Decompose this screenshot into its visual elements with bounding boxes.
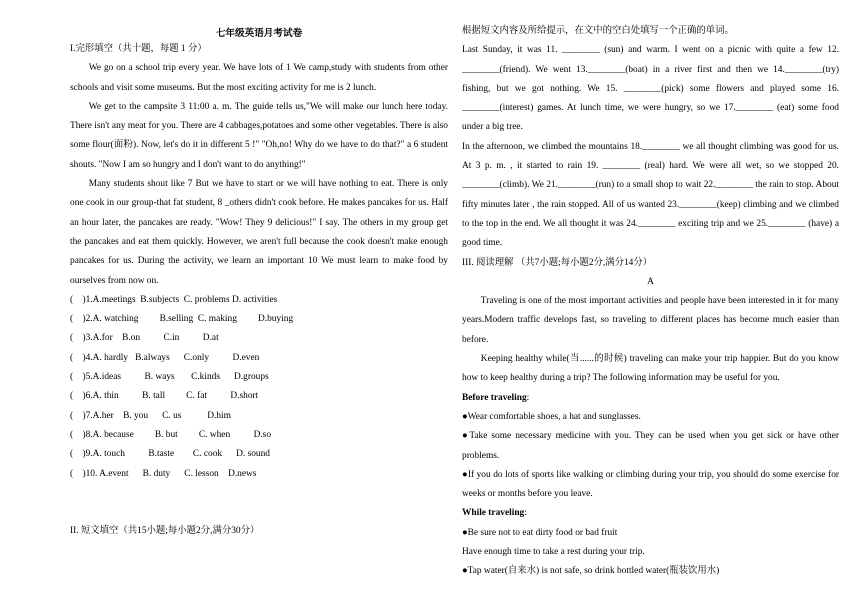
before-item: ●If you do lots of sports like walking or climbing during your trip, you should do some exercise for weeks or months before you leave.	[462, 469, 839, 500]
option-row: ( )1.A.meetings B.subjects C. problems D. activities	[70, 294, 278, 305]
option-row: ( )3.A.for B.on C.in D.at	[70, 333, 219, 344]
cloze-paragraph-1: We go on a school trip every year. We have lots of 1 We camp,study with students from other schools and visit some museums. But the most exciting activity for me is 2 lunch.	[70, 63, 448, 93]
reading-paragraph-2: Keeping healthy while(当......的时候) traveling can make your trip happier. But do you know how to keep healthy during a trip? The following information may be useful for you.	[462, 354, 839, 384]
option-row: ( )4.A. hardly B.always C.only D.even	[70, 352, 260, 363]
right-column	[462, 22, 839, 582]
option-row: ( )7.A.her B. you C. us D.him	[70, 410, 231, 421]
fill-paragraph-1: Last Sunday, it was 11. ________ (sun) and warm. I went on a picnic with quite a few 12. ________(friend). We went 13.________(boat) in a river first and then we 14.________(try) fishing, but we got nothing. We 15. ________(pick) some flowers and played some 16. ________(interest) games. At lunch time, we were hungry, so we 17.________ (eat) some food under a big tree.	[462, 45, 839, 133]
option-row: ( )5.A.ideas B. ways C.kinds D.groups	[70, 372, 269, 383]
left-column	[70, 0, 448, 541]
exam-title: 七年级英语月考试卷	[215, 28, 303, 39]
passage-label: A	[647, 276, 654, 287]
while-traveling-heading: While traveling:	[462, 508, 527, 519]
fill-paragraph-2: In the afternoon, we climbed the mountains 18.________ we all thought climbing was good for us. At 3 p. m. , it started to rain 19. ________ (real) hard. We were all wet, so we stopped 20. ________(climb). We 21.________(run) to a small shop to wait 22.________ the rain to stop. About fifty minutes later , the rain stopped. All of us wanted 23.________(keep) climbing and we climbed to the top in the end. We all thought it was 24.________ exciting trip and we 25.________ (have) a good time.	[462, 141, 839, 249]
section-1-heading: I.完形填空（共十题，每题 1 分）	[70, 44, 207, 54]
option-row: ( )9.A. touch B.taste C. cook D. sound	[70, 449, 270, 460]
before-item: ●Wear comfortable shoes, a hat and sunglasses.	[462, 411, 641, 422]
while-item: ●Be sure not to eat dirty food or bad fruit	[462, 527, 618, 538]
option-row: ( )2.A. watching B.selling C. making D.buying	[70, 314, 294, 325]
option-row: ( )6.A. thin B. tall C. fat D.short	[70, 391, 259, 402]
option-row: ( )10. A.event B. duty C. lesson D.news	[70, 468, 257, 479]
fill-instruction: 根据短文内容及所给提示，在文中的空白处填写一个正确的单词。	[462, 26, 734, 36]
before-item: ●Take some necessary medicine with you. They can be used when you get sick or have other problems.	[462, 431, 839, 461]
while-item: ●Tap water(自来水) is not safe, so drink bottled water(瓶装饮用水)	[462, 566, 720, 577]
cloze-paragraph-3: Many students shout like 7 But we have to start or we will have nothing to eat. There is only one cook in our group-that fat student, 8 _others didn't cook before. He makes pancakes for us. Half an hour later, the pancakes are ready. "Wow! They 9 delicious!" I say. The others in my group get the pancakes and eat them quickly. However, we aren't full because the cook doesn't make enough pancakes for us. During the activity, we learn an important 10 We must learn to make food by ourselves from now on.	[70, 179, 448, 286]
options-list	[70, 291, 448, 484]
section-3-heading: III. 阅读理解 （共7小题;每小题2分,满分14分）	[462, 257, 653, 268]
reading-paragraph-1: Traveling is one of the most important activities and people have been interested in it for many years.Modern traffic develops fast, so traveling to different places has become much easier than before.	[462, 296, 839, 345]
section-2-heading: II. 短文填空（共15小题;每小题2分,满分30分）	[70, 525, 260, 536]
before-traveling-heading: Before traveling:	[462, 392, 530, 403]
cloze-paragraph-2: We get to the campsite 3 11:00 a. m. The guide tells us,"We will make our lunch here today. There isn't any meat for you. There are 4 cabbages,potatoes and some other vegetables. There is also some flour(面粉). Now, let's do it in different 5 !" "Oh,no! Why do we have to do that?" a 6 student shouts. "Now I am so hungry and I don't want to do anything!"	[70, 101, 448, 170]
while-item: Have enough time to take a rest during your trip.	[462, 547, 645, 558]
option-row: ( )8.A. because B. but C. when D.so	[70, 429, 272, 440]
